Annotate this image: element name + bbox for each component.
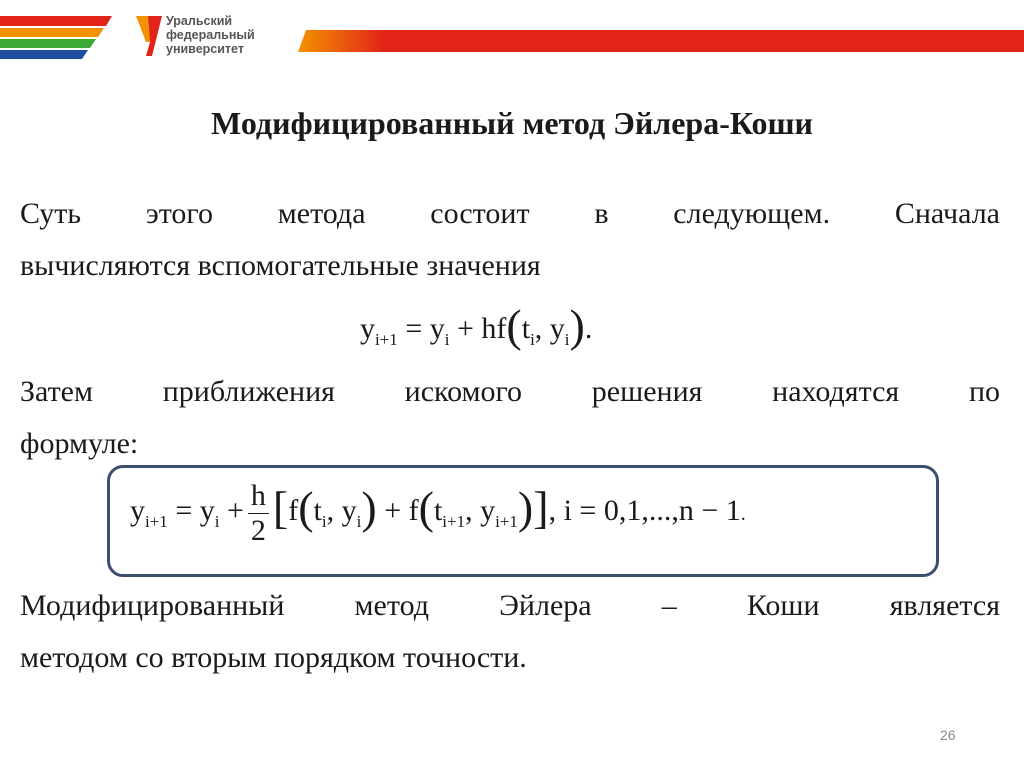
- header-color-bar: [298, 30, 1024, 52]
- header-stripes: [0, 16, 115, 60]
- fraction-h-over-2: $\frac{h}{2}$: [248, 479, 269, 548]
- paragraph-1-line-1: Суть этого метода состоит в следующем. Сначала: [20, 197, 1000, 230]
- page-number: 26: [940, 727, 956, 743]
- slide-title: Модифицированный метод Эйлера-Коши: [211, 105, 813, 141]
- paragraph-2-line-1: Затем приближения искомого решения находятся по: [20, 375, 1000, 408]
- university-logo: [134, 12, 294, 62]
- auxiliary-formula: $y_{i+1} = y_i + hf(t_i$, $y_i$).: [360, 300, 593, 351]
- logo-line-1: Уральский: [166, 14, 233, 28]
- slide-header: [0, 0, 1024, 70]
- logo-line-3: университет: [166, 42, 244, 56]
- euler-cauchy-formula: $y_{i+1} = y_i$ + $\frac{h}{2}$ [$f(t_i$, $y_i) + f(t_{i+1}$, $y_{i+1}$)], i = 0,1,...,n − 1.: [130, 478, 746, 547]
- ural-federal-university-logo-icon: [134, 12, 164, 60]
- paragraph-3-line-2: методом со вторым порядком точности.: [20, 641, 527, 674]
- logo-line-2: федеральный: [166, 28, 255, 42]
- paragraph-3-line-1: Модифицированный метод Эйлера – Коши является: [20, 589, 1000, 622]
- paragraph-1-line-2: вычисляются вспомогательные значения: [20, 249, 541, 282]
- paragraph-2-line-2: формуле:: [20, 427, 139, 460]
